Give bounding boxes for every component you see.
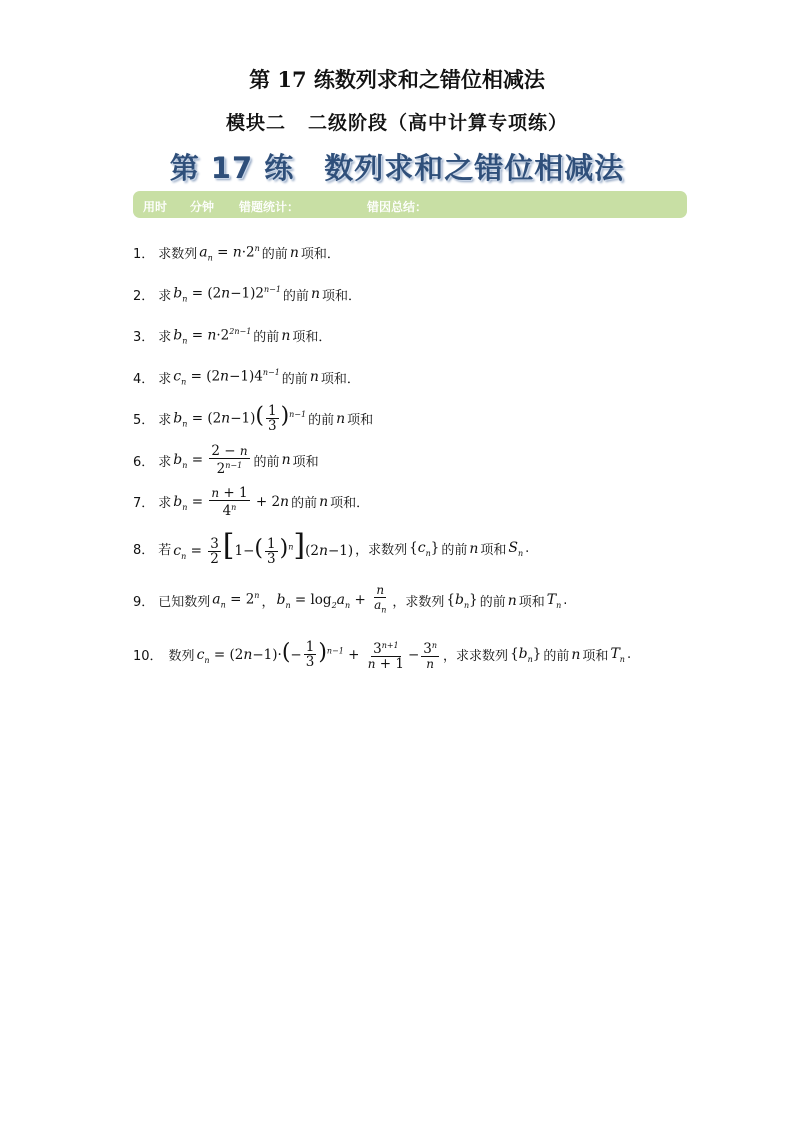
formula: $b_n = (2n-1)2^{n-1}$: [173, 285, 281, 304]
formula: $a_n = 2^n$: [212, 591, 260, 610]
problem-6: 6． 求 $b_n$ = $\frac{2 - n}{2^{n-1}}$ 的前 n 项和: [133, 443, 319, 478]
problem-8: 8． 若 $c_n$ = $\frac{3}{2}$ [1−( $\frac{1}{3}$ )$^n$](2n−1) ，求数列 $\{c_n\}$ 的前 n 项和 $S_n$ .: [133, 528, 530, 567]
time-label: 用时: [143, 200, 168, 214]
banner-lesson: 第 17 练: [169, 151, 295, 185]
problem-7: 7． 求 $b_n$ = $\frac{n + 1}{4^n}$ + 2n 的前 n 项和 ．: [133, 484, 370, 519]
problem-3: 3． 求 $b_n = n\cdot 2^{2n-1}$ 的前 n 项和 ．: [133, 326, 332, 346]
problem-1: 1． 求数列 $a_n = n\cdot 2^n$ 的前 n 项和 ．: [133, 243, 340, 263]
section-banner: [0, 146, 794, 187]
formula: $b_n$ = $\frac{n + 1}{4^n}$ + 2n: [173, 484, 290, 519]
subtitle-stage: 二级阶段（高中计算专项练）: [308, 112, 569, 134]
page-subtitle: [0, 108, 794, 135]
info-bar: [133, 191, 687, 218]
problem-2: 2． 求 $b_n = (2n-1)2^{n-1}$ 的前 n 项和 ．: [133, 285, 361, 304]
problem-9: 9． 已知数列 $a_n = 2^n$ ， $b_n = \log_2a_n$ + $\frac{n}{a_n}$ ，求数列 $\{b_n\}$ 的前 n 项和 $T_n$ .: [133, 575, 693, 627]
formula: $c_n = (2n-1)4^{n-1}$: [173, 368, 280, 387]
error-reason-label: 错因总结：: [367, 200, 428, 214]
formula: $b_n$ = $\frac{2 - n}{2^{n-1}}$: [173, 443, 248, 478]
formula: $b_n = n\cdot 2^{2n-1}$: [173, 326, 252, 345]
page-title: 第 17 练数列求和之错位相减法: [249, 67, 545, 92]
formula: $b_n = \log_2a_n$ + $\frac{n}{a_n}$: [276, 583, 387, 615]
problem-10: 10． 数列 $c_n = (2n-1)\cdot(-$ $\frac{1}{3}$ )$^{n-1}$ + $\frac{3^{n+1}}{n + 1}$ − $\frac{3^n}{n}$ ，求求数列 $\{b_n\}$ 的前 n 项和 $T_n$ .: [133, 639, 632, 672]
banner-topic: 数列求和之错位相减法: [324, 151, 625, 185]
problem-5: 5． 求 $b_n = (2n-1)$( $\frac{1}{3}$ )$^{n-1}$ 的前 n 项和: [133, 403, 374, 435]
minute-label: 分钟: [190, 200, 215, 214]
subtitle-module: 模块二: [225, 112, 286, 134]
problem-4: 4． 求 $c_n = (2n-1)4^{n-1}$ 的前 n 项和 ．: [133, 368, 360, 387]
formula: $c_n$ = $\frac{3}{2}$ [1−( $\frac{1}{3}$ )$^n$](2n−1): [173, 528, 354, 567]
error-count-label: 错题统计：: [239, 200, 300, 214]
formula: $c_n = (2n-1)\cdot(-$ $\frac{1}{3}$ )$^{n-1}$ + $\frac{3^{n+1}}{n + 1}$ − $\frac{3^n}{n}$: [196, 639, 438, 672]
problem-list: [133, 232, 693, 683]
formula: $a_n = n\cdot 2^n$: [199, 243, 260, 262]
formula: $b_n = (2n-1)$( $\frac{1}{3}$ )$^{n-1}$: [173, 403, 307, 435]
